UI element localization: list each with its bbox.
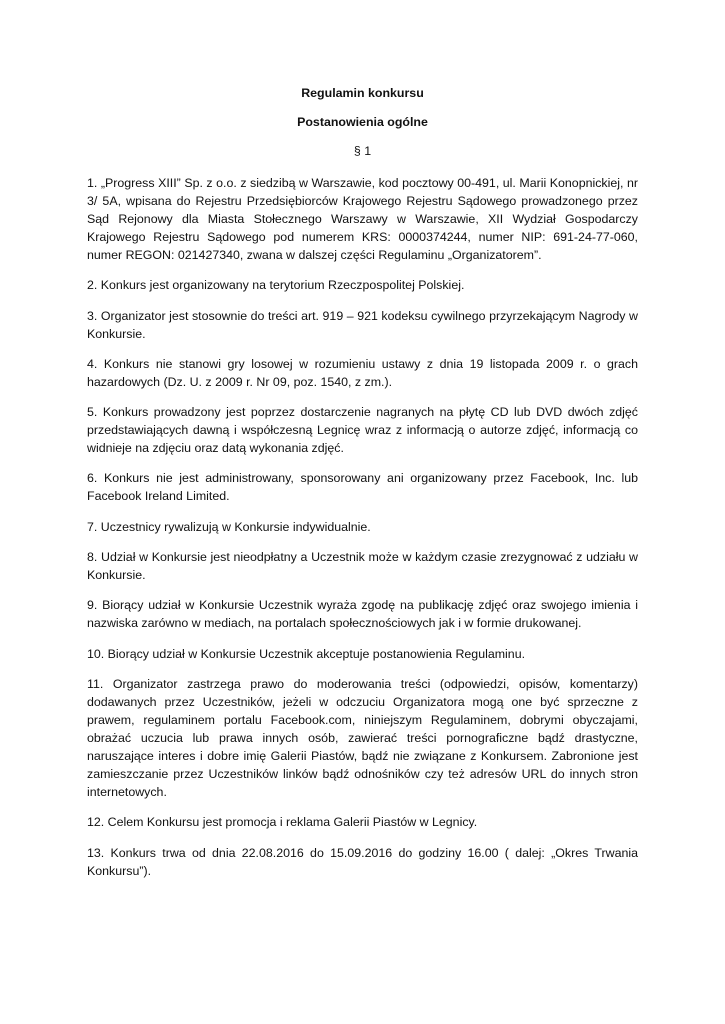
- document-page: [87, 84, 638, 892]
- paragraph-2: 2. Konkurs jest organizowany na terytorium Rzeczpospolitej Polskiej.: [87, 278, 465, 293]
- paragraph-5: 5. Konkurs prowadzony jest poprzez dostarczenie nagranych na płytę CD lub DVD dwóch zdjęć przedstawiających dawną i współczesną Legnicę wraz z informacją o autorze zdjęć, informacją co widnieje na zdjęciu oraz datą wykonania zdjęć.: [87, 405, 638, 456]
- paragraph-6: 6. Konkurs nie jest administrowany, sponsorowany ani organizowany przez Facebook, Inc. lub Facebook Ireland Limited.: [87, 471, 638, 504]
- paragraph-3: 3. Organizator jest stosownie do treści art. 919 – 921 kodeksu cywilnego przyrzekającym Nagrody w Konkursie.: [87, 308, 638, 341]
- section-heading: Postanowienia ogólne: [297, 115, 428, 129]
- paragraph-1: 1. „Progress XIII” Sp. z o.o. z siedzibą w Warszawie, kod pocztowy 00-491, ul. Marii Konopnickiej, nr 3/ 5A, wpisana do Rejestru Przedsiębiorców Krajowego Rejestru Sądowego prowadzonego przez Sąd Rejonowy dla Miasta Stołecznego Warszawy w Warszawie, XII Wydział Gospodarczy Krajowego Rejestru Sądowego pod numerem KRS: 0000374244, numer NIP: 691-24-77-060, numer REGON: 021427340, zwana w dalszej części Regulaminu „Organizatorem”.: [87, 176, 638, 262]
- paragraph-7: 7. Uczestnicy rywalizują w Konkursie indywidualnie.: [87, 519, 371, 534]
- paragraph-4: 4. Konkurs nie stanowi gry losowej w rozumieniu ustawy z dnia 19 listopada 2009 r. o grach hazardowych (Dz. U. z 2009 r. Nr 09, poz. 1540, z zm.).: [87, 356, 638, 389]
- paragraph-11: 11. Organizator zastrzega prawo do moderowania treści (odpowiedzi, opisów, komentarzy) dodawanych przez Uczestników, jeżeli w odczuciu Organizatora mogą one być sprzeczne z prawem, regulaminem portalu Facebook.com, niniejszym Regulaminem, dobrymi obyczajami, obrażać uczucia lub prawa innych osób, zawierać treści pornograficzne bądź drastyczne, naruszające interes i dobre imię Galerii Piastów, bądź nie związane z Konkursem. Zabronione jest zamieszczanie przez Uczestników linków bądź odnośników czy też adresów URL do innych stron internetowych.: [87, 676, 638, 799]
- paragraph-12: 12. Celem Konkursu jest promocja i reklama Galerii Piastów w Legnicy.: [87, 815, 478, 830]
- paragraph-9: 9. Biorący udział w Konkursie Uczestnik wyraża zgodę na publikację zdjęć oraz swojego imienia i nazwiska zarówno w mediach, na portalach społecznościowych jak i w formie drukowanej.: [87, 598, 638, 631]
- section-number: § 1: [353, 144, 372, 158]
- paragraph-13: 13. Konkurs trwa od dnia 22.08.2016 do 15.09.2016 do godziny 16.00 ( dalej: „Okres Trwania Konkursu”).: [87, 845, 638, 878]
- document-title: Regulamin konkursu: [301, 86, 424, 100]
- paragraph-10: 10. Biorący udział w Konkursie Uczestnik akceptuje postanowienia Regulaminu.: [87, 646, 526, 661]
- paragraph-8: 8. Udział w Konkursie jest nieodpłatny a Uczestnik może w każdym czasie zrezygnować z udziału w Konkursie.: [87, 550, 638, 583]
